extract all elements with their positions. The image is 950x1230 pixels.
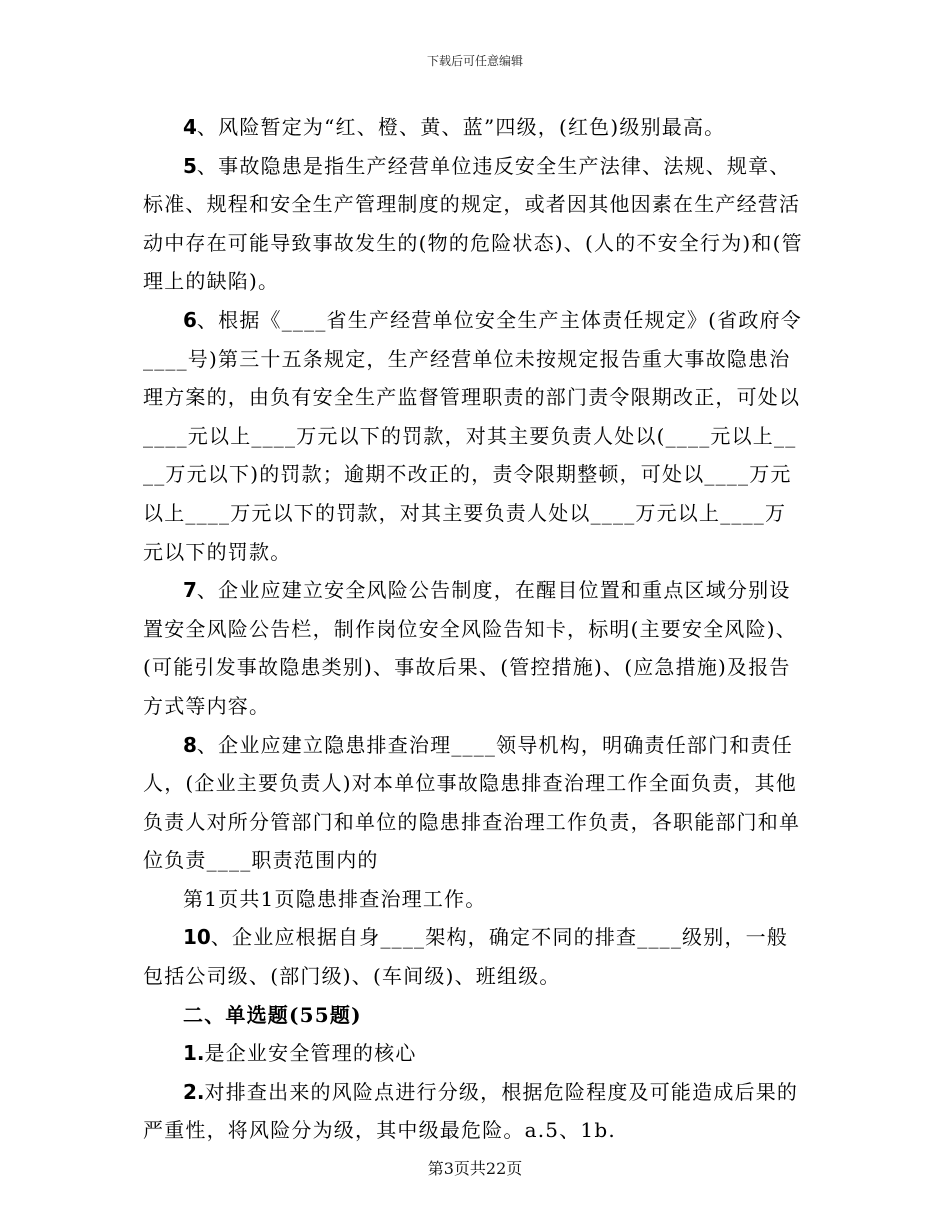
paragraph-4: [143, 108, 803, 147]
question-1: [143, 1034, 803, 1073]
paragraph-text: 对排查出来的风险点进行分级，根据危险程度及可能造成后果的严重性，将风险分为级，其中级最危险。a.5、1b.: [143, 1079, 799, 1143]
page-footer: 第3页共22页: [427, 1159, 523, 1178]
section-heading: [143, 996, 803, 1035]
paragraph-text: 是企业安全管理的核心: [204, 1041, 417, 1066]
paragraph-text: 、根据《____省生产经营单位安全生产主体责任规定》(省政府令____号)第三十五条规定，生产经营单位未按规定报告重大事故隐患治理方案的，由负有安全生产监督管理职责的部门责令限期改正，可处以____元以上____万元以下的罚款，对其主要负责人处以(____元以上____万元以下)的罚款；逾期不改正的，责令限期整顿，可处以____万元以上____万元以下的罚款，对其主要负责人处以____万元以上____万元以下的罚款。: [143, 307, 802, 564]
item-number: 1.: [183, 1041, 205, 1066]
item-number: 6: [183, 307, 197, 332]
paragraph-text: 、事故隐患是指生产经营单位违反安全生产法律、法规、规章、标准、规程和安全生产管理制度的规定，或者因其他因素在生产经营活动中存在可能导致事故发生的(物的危险状态)、(人的不安全行为)和(管理上的缺陷)。: [143, 153, 803, 294]
paragraph-10: [143, 918, 803, 995]
paragraph-8: [143, 726, 803, 880]
item-number: 4: [183, 115, 197, 139]
paragraph-6: [143, 301, 803, 571]
item-number: 7: [183, 578, 197, 603]
paragraph-page-note: [143, 880, 803, 919]
item-number: 5: [183, 153, 197, 178]
item-number: 8: [183, 732, 197, 757]
paragraph-text: 、企业应建立隐患排查治理____领导机构，明确责任部门和责任人，(企业主要负责人)对本单位事故隐患排查治理工作全面负责，其他负责人对所分管部门和单位的隐患排查治理工作负责，各职能部门和单位负责____职责范围内的: [143, 732, 801, 873]
paragraph-text: 、企业应建立安全风险公告制度，在醒目位置和重点区域分别设置安全风险公告栏，制作岗位安全风险告知卡，标明(主要安全风险)、(可能引发事故隐患类别)、事故后果、(管控措施)、(应急措施)及报告方式等内容。: [143, 578, 798, 718]
paragraph-5: [143, 147, 803, 301]
section-heading-text: 二、单选题(55题): [183, 1002, 362, 1027]
page-header: 下载后可任意编辑: [426, 54, 523, 68]
paragraph-7: [143, 571, 803, 725]
paragraph-text: 第1页共1页隐患排查治理工作。: [183, 886, 487, 911]
document-body: [143, 108, 803, 1150]
question-2: [143, 1073, 803, 1150]
paragraph-text: 、企业应根据自身____架构，确定不同的排查____级别，一般包括公司级、(部门级)、(车间级)、班组级。: [143, 925, 789, 989]
paragraph-text: 、风险暂定为“红、橙、黄、蓝”四级，(红色)级别最高。: [196, 115, 726, 139]
item-number: 2.: [183, 1079, 205, 1104]
item-number: 10: [183, 925, 211, 950]
